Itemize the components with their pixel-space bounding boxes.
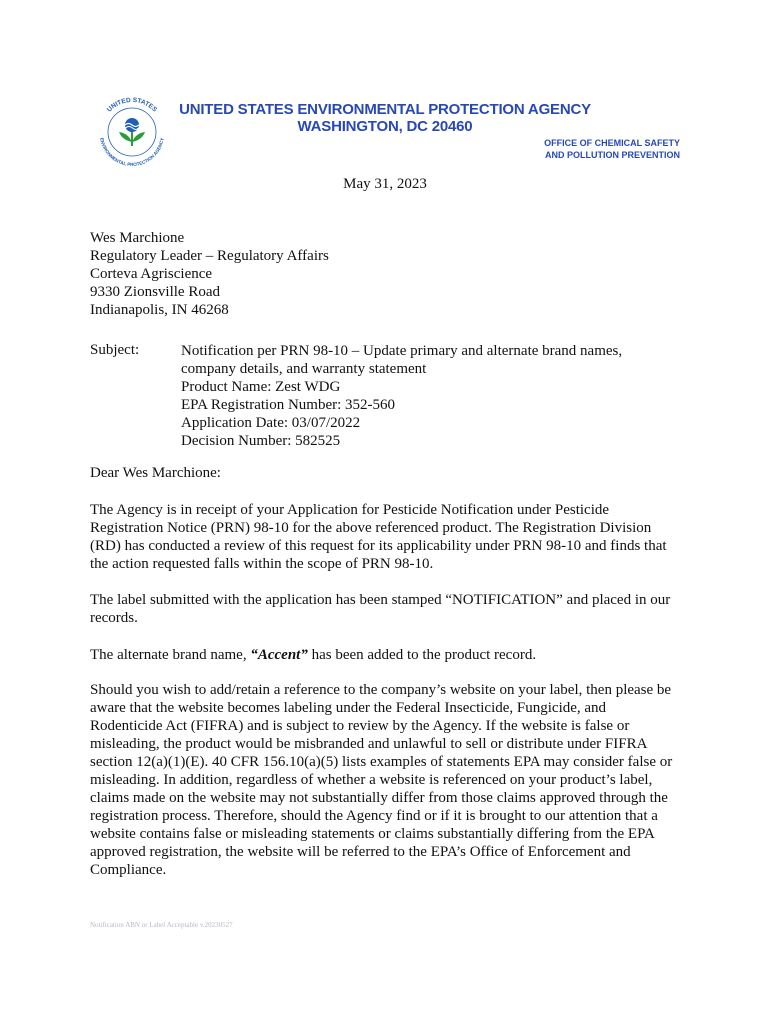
paragraph-label-stamped (90, 591, 690, 627)
paragraph-line: website contains false or misleading statements or claims substantially differing from the EPA (90, 826, 655, 842)
agency-name: UNITED STATES ENVIRONMENTAL PROTECTION AGENCY (179, 101, 591, 118)
paragraph-line: Registration Notice (PRN) 98-10 for the above referenced product. The Registration Division (90, 520, 652, 536)
paragraph-line: registration process. Therefore, should the Agency find or if it is brought to our attention that a (90, 808, 658, 824)
recipient-title: Regulatory Leader – Regulatory Affairs (90, 248, 329, 264)
seal-top-text: UNITED STATES (105, 96, 159, 114)
paragraph-line: Rodenticide Act (FIFRA) and is subject to review by the Agency. If the website is false or (90, 718, 630, 734)
subject-block (181, 342, 651, 450)
paragraph-line: records. (90, 610, 138, 626)
paragraph-line: misleading, the product would be misbranded and unlawful to sell or distribute under FIFRA (90, 736, 648, 752)
agency-heading (150, 101, 620, 135)
footer-note: Notification ABN or Label Acceptable v.20230527 (90, 921, 233, 929)
paragraph-line: The Agency is in receipt of your Application for Pesticide Notification under Pesticide (90, 502, 610, 518)
paragraph-line: The label submitted with the application has been stamped “NOTIFICATION” and placed in our (90, 592, 671, 608)
paragraph-line: approved registration, the website will be referred to the EPA’s Office of Enforcement and (90, 844, 631, 860)
paragraph-line: aware that the website becomes labeling under the Federal Insecticide, Fungicide, and (90, 700, 607, 716)
paragraph-text: The alternate brand name, (90, 647, 251, 663)
paragraph-line: misleading. In addition, regardless of whether a website is referenced on your product’s label, (90, 772, 653, 788)
office-line-1: OFFICE OF CHEMICAL SAFETY (544, 138, 680, 148)
agency-city: WASHINGTON, DC 20460 (297, 118, 473, 135)
paragraph-text: has been added to the product record. (307, 647, 537, 663)
recipient-street: 9330 Zionsville Road (90, 284, 220, 300)
subject-product-name: Product Name: Zest WDG (181, 379, 341, 395)
subject-line: Notification per PRN 98-10 – Update primary and alternate brand names, (181, 343, 623, 359)
letter-date: May 31, 2023 (343, 176, 427, 192)
subject-application-date: Application Date: 03/07/2022 (181, 415, 361, 431)
seal-bottom-text: ENVIRONMENTAL PROTECTION AGENCY (99, 137, 165, 168)
paragraph-line: (RD) has conducted a review of this request for its applicability under PRN 98-10 and finds that (90, 538, 667, 554)
salutation: Dear Wes Marchione: (90, 465, 221, 481)
paragraph-line: the action requested falls within the scope of PRN 98-10. (90, 556, 434, 572)
office-heading (500, 137, 680, 161)
paragraph-receipt (90, 501, 690, 573)
paragraph-line: Compliance. (90, 862, 167, 878)
subject-line: company details, and warranty statement (181, 361, 427, 377)
paragraph-line: claims made on the website may not substantially differ from those claims approved through the (90, 790, 668, 806)
office-line-2: AND POLLUTION PREVENTION (544, 150, 680, 160)
paragraph-alternate-brand (90, 646, 690, 664)
paragraph-line: Should you wish to add/retain a reference to the company’s website on your label, then please be (90, 682, 672, 698)
recipient-name: Wes Marchione (90, 230, 185, 246)
paragraph-website (90, 681, 690, 879)
recipient-city: Indianapolis, IN 46268 (90, 302, 229, 318)
recipient-address (90, 229, 329, 319)
subject-registration-number: EPA Registration Number: 352-560 (181, 397, 396, 413)
recipient-company: Corteva Agriscience (90, 266, 213, 282)
subject-decision-number: Decision Number: 582525 (181, 433, 341, 449)
subject-label: Subject: (90, 342, 140, 358)
paragraph-line: section 12(a)(1)(E). 40 CFR 156.10(a)(5) lists examples of statements EPA may consider false or (90, 754, 673, 770)
brand-name: “Accent” (250, 647, 308, 663)
